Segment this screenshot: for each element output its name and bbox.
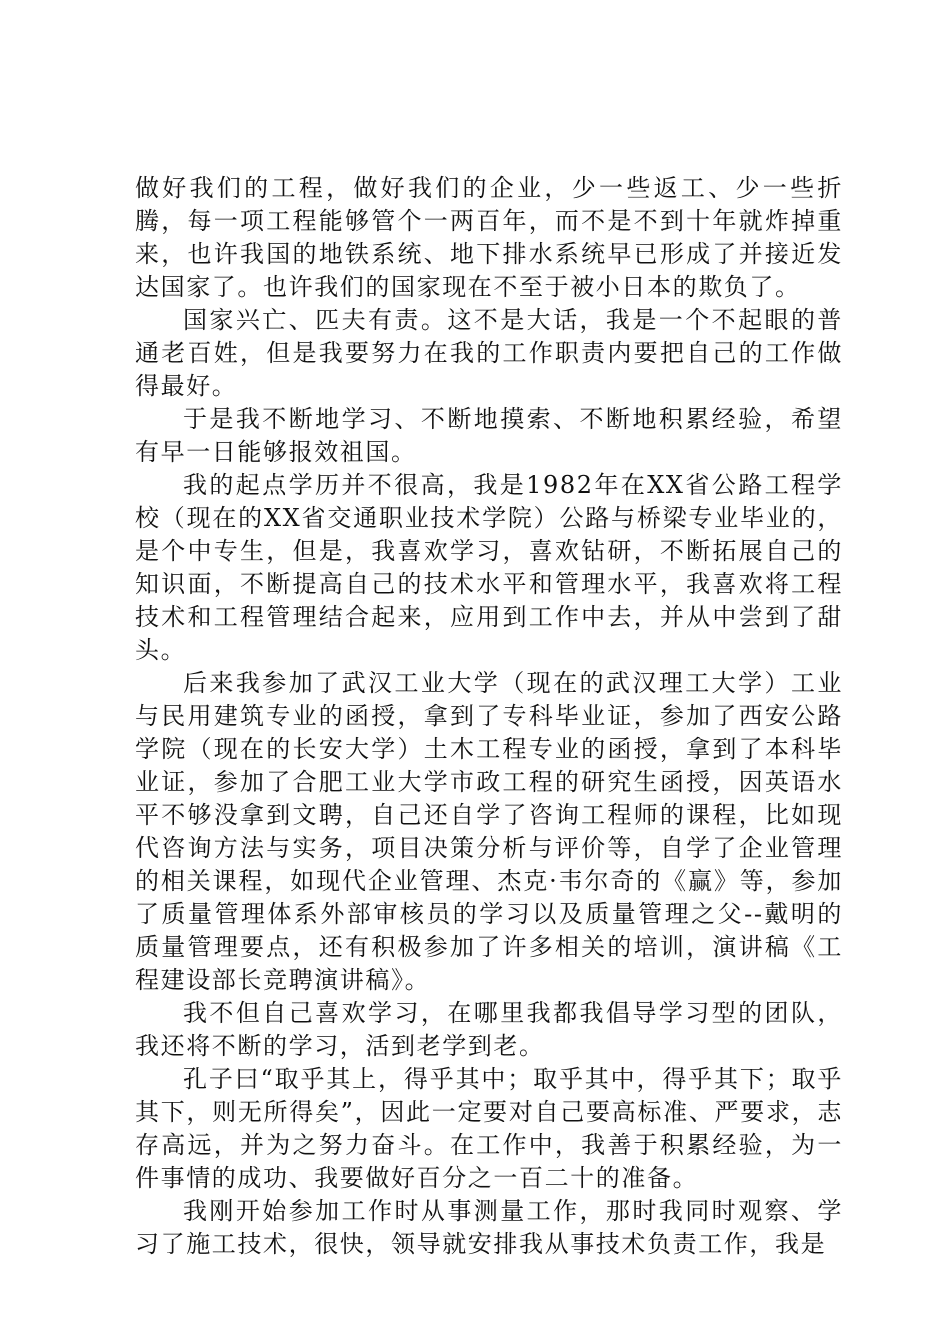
paragraph-1: 做好我们的工程，做好我们的企业，少一些返工、少一些折腾，每一项工程能够管个一两百年，而不是不到十年就炸掉重来，也许我国的地铁系统、地下排水系统早已形成了并接近发达国家了。也许我们的国家现在不至于被小日本的欺负了。 xyxy=(135,174,843,301)
paragraph-2: 国家兴亡、匹夫有责。这不是大话，我是一个不起眼的普通老百姓，但是我要努力在我的工作职责内要把自己的工作做得最好。 xyxy=(135,306,843,400)
paragraph-8: 我刚开始参加工作时从事测量工作，那时我同时观察、学习了施工技术，很快，领导就安排我从事技术负责工作，我是 xyxy=(135,1197,843,1258)
paragraph-7: 孔子曰“取乎其上，得乎其中；取乎其中，得乎其下；取乎其下，则无所得矣”，因此一定要对自己要高标准、严要求，志存高远，并为之努力奋斗。在工作中，我善于积累经验，为一件事情的成功、我要做好百分之一百二十的准备。 xyxy=(135,1065,843,1192)
paragraph-4: 我的起点学历并不很高，我是1982年在XX省公路工程学校（现在的XX省交通职业技术学院）公路与桥梁专业毕业的，是个中专生，但是，我喜欢学习，喜欢钻研，不断拓展自己的知识面，不断提高自己的技术水平和管理水平，我喜欢将工程技术和工程管理结合起来，应用到工作中去，并从中尝到了甜头。 xyxy=(135,471,843,664)
paragraph-3: 于是我不断地学习、不断地摸索、不断地积累经验，希望有早一日能够报效祖国。 xyxy=(135,405,843,466)
paragraph-6: 我不但自己喜欢学习，在哪里我都我倡导学习型的团队，我还将不断的学习，活到老学到老。 xyxy=(135,999,843,1060)
paragraph-5: 后来我参加了武汉工业大学（现在的武汉理工大学）工业与民用建筑专业的函授，拿到了专科毕业证，参加了西安公路学院（现在的长安大学）土木工程专业的函授，拿到了本科毕业证，参加了合肥工业大学市政工程的研究生函授，因英语水平不够没拿到文聘，自己还自学了咨询工程师的课程，比如现代咨询方法与实务，项目决策分析与评价等，自学了企业管理的相关课程，如现代企业管理、杰克·韦尔奇的《赢》等，参加了质量管理体系外部审核员的学习以及质量管理之父--戴明的质量管理要点，还有积极参加了许多相关的培训，演讲稿《工程建设部长竞聘演讲稿》。 xyxy=(135,669,843,994)
document-body xyxy=(135,172,843,1261)
